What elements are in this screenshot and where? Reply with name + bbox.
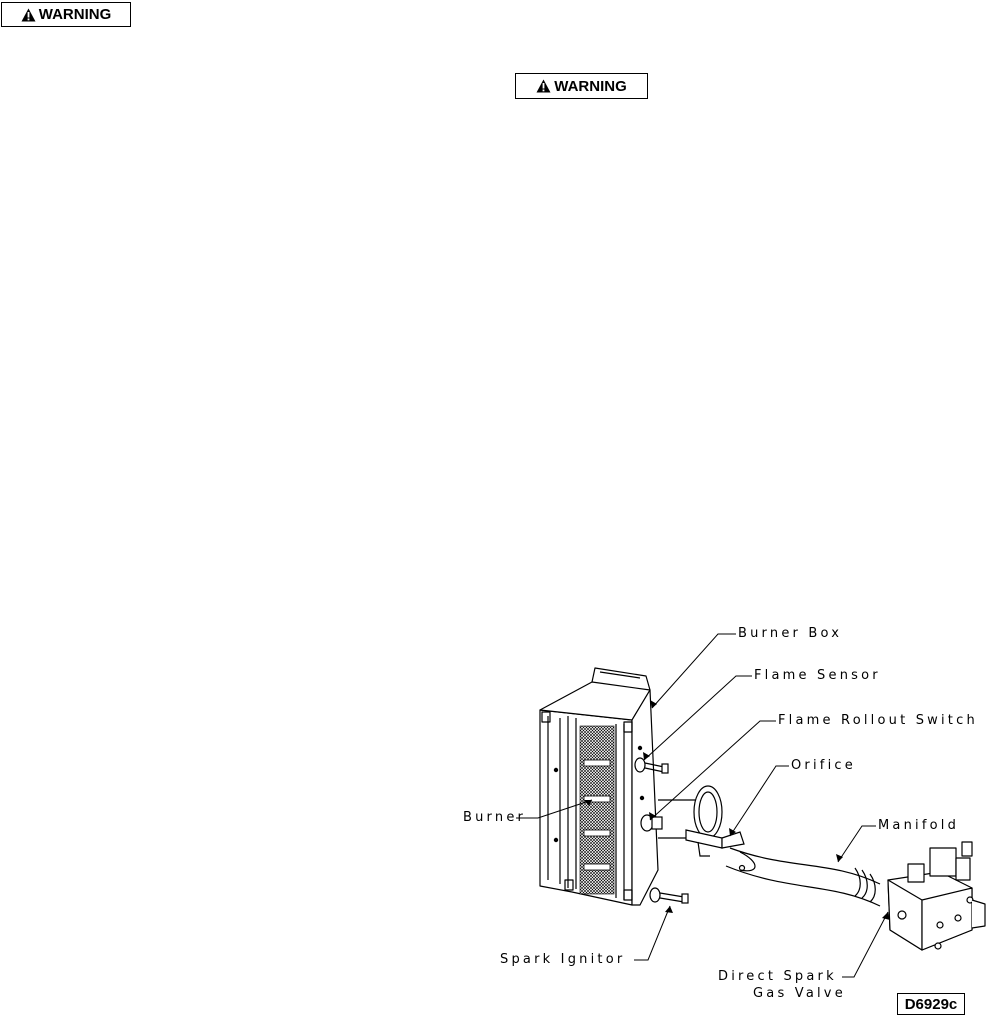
warning-label: WARNING — [554, 77, 627, 95]
leader-flame-sensor — [644, 676, 752, 760]
callout-gas-valve-line2: Gas Valve — [753, 986, 846, 1001]
figure-code: D6929c — [897, 993, 965, 1015]
warning-badge — [1, 2, 131, 27]
warning-triangle-icon — [536, 79, 551, 93]
burner-box-side — [632, 690, 658, 905]
callout-flame-sensor: Flame Sensor — [754, 668, 881, 683]
callout-burner: Burner — [463, 810, 527, 825]
leader-burner-box — [652, 634, 736, 708]
callout-burner-box: Burner Box — [738, 626, 843, 641]
warning-triangle-icon — [21, 8, 36, 22]
leader-gas-valve — [842, 912, 888, 977]
warning-badge — [515, 73, 648, 99]
callout-gas-valve-line1: Direct Spark — [718, 969, 837, 984]
warning-label: WARNING — [38, 6, 112, 23]
callout-orifice: Orifice — [791, 758, 856, 773]
leader-spark-ignitor — [634, 906, 670, 960]
callout-manifold: Manifold — [878, 818, 960, 833]
leader-manifold — [838, 826, 876, 862]
leader-orifice — [730, 766, 789, 836]
callout-spark-ignitor: Spark Ignitor — [500, 952, 626, 967]
callout-flame-rollout-switch: Flame Rollout Switch — [778, 713, 978, 728]
